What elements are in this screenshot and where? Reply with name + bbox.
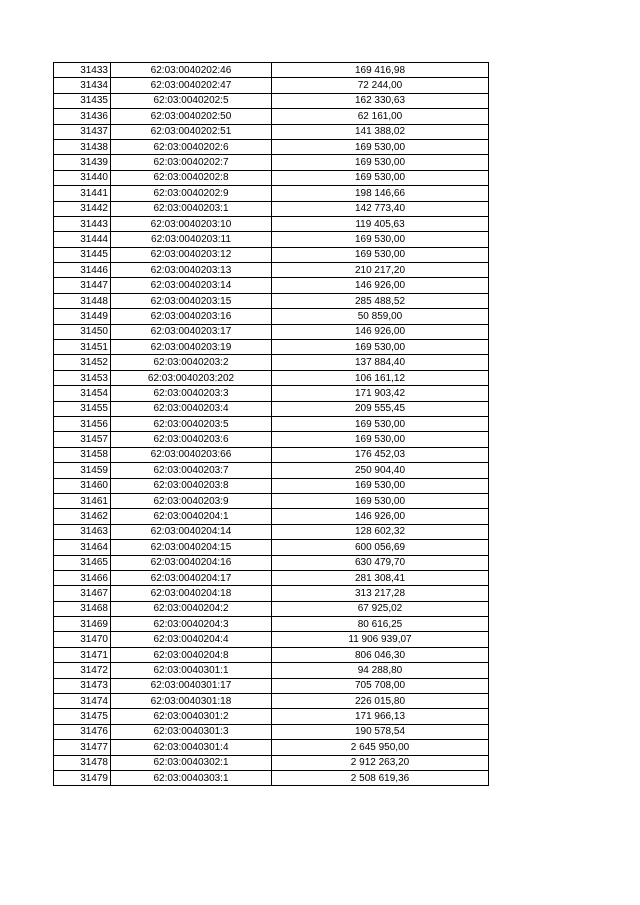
table-row [54,724,489,739]
row-number-cell: 31477 [54,740,111,755]
table-row [54,63,489,78]
row-number-cell: 31450 [54,324,111,339]
cadastral-value-cell: 80 616,25 [272,617,489,632]
cadastral-value-cell: 210 217,20 [272,263,489,278]
row-number-cell: 31439 [54,155,111,170]
cadastral-number-cell: 62:03:0040204:2 [111,601,272,616]
row-number-cell: 31474 [54,694,111,709]
cadastral-number-cell: 62:03:0040204:14 [111,524,272,539]
row-number-cell: 31446 [54,263,111,278]
cadastral-number-cell: 62:03:0040203:15 [111,293,272,308]
row-number-cell: 31443 [54,216,111,231]
row-number-cell: 31460 [54,478,111,493]
row-number-cell: 31468 [54,601,111,616]
cadastral-value-cell: 281 308,41 [272,570,489,585]
cadastral-value-cell: 313 217,28 [272,586,489,601]
cadastral-number-cell: 62:03:0040204:18 [111,586,272,601]
cadastral-number-cell: 62:03:0040302:1 [111,755,272,770]
cadastral-value-cell: 169 530,00 [272,155,489,170]
cadastral-number-cell: 62:03:0040203:6 [111,432,272,447]
table-row [54,478,489,493]
cadastral-value-cell: 806 046,30 [272,647,489,662]
table-row [54,663,489,678]
cadastral-value-cell: 285 488,52 [272,293,489,308]
table-row [54,740,489,755]
cadastral-number-cell: 62:03:0040203:1 [111,201,272,216]
table-row [54,278,489,293]
cadastral-value-cell: 169 530,00 [272,493,489,508]
cadastral-value-cell: 171 966,13 [272,709,489,724]
table-row [54,586,489,601]
cadastral-value-cell: 169 530,00 [272,232,489,247]
cadastral-value-cell: 142 773,40 [272,201,489,216]
cadastral-number-cell: 62:03:0040204:4 [111,632,272,647]
cadastral-value-cell: 169 530,00 [272,139,489,154]
table-row [54,309,489,324]
cadastral-number-cell: 62:03:0040203:9 [111,493,272,508]
cadastral-number-cell: 62:03:0040202:6 [111,139,272,154]
cadastral-number-cell: 62:03:0040202:7 [111,155,272,170]
row-number-cell: 31442 [54,201,111,216]
row-number-cell: 31470 [54,632,111,647]
cadastral-value-cell: 94 288,80 [272,663,489,678]
row-number-cell: 31445 [54,247,111,262]
cadastral-value-cell: 705 708,00 [272,678,489,693]
cadastral-number-cell: 62:03:0040301:18 [111,694,272,709]
row-number-cell: 31435 [54,93,111,108]
cadastral-value-cell: 162 330,63 [272,93,489,108]
table-row [54,463,489,478]
row-number-cell: 31448 [54,293,111,308]
row-number-cell: 31441 [54,186,111,201]
cadastral-value-cell: 62 161,00 [272,109,489,124]
cadastral-value-cell: 169 530,00 [272,170,489,185]
row-number-cell: 31461 [54,493,111,508]
cadastral-value-cell: 176 452,03 [272,447,489,462]
row-number-cell: 31437 [54,124,111,139]
cadastral-number-cell: 62:03:0040203:5 [111,416,272,431]
row-number-cell: 31444 [54,232,111,247]
cadastral-number-cell: 62:03:0040203:13 [111,263,272,278]
cadastral-value-cell: 2 645 950,00 [272,740,489,755]
row-number-cell: 31433 [54,63,111,78]
row-number-cell: 31469 [54,617,111,632]
table-row [54,570,489,585]
table-row [54,186,489,201]
cadastral-value-cell: 171 903,42 [272,386,489,401]
table-row [54,447,489,462]
row-number-cell: 31447 [54,278,111,293]
row-number-cell: 31456 [54,416,111,431]
table-row [54,416,489,431]
row-number-cell: 31436 [54,109,111,124]
row-number-cell: 31465 [54,555,111,570]
row-number-cell: 31438 [54,139,111,154]
cadastral-number-cell: 62:03:0040303:1 [111,770,272,785]
cadastral-value-cell: 137 884,40 [272,355,489,370]
table-row [54,493,489,508]
row-number-cell: 31459 [54,463,111,478]
cadastral-value-cell: 141 388,02 [272,124,489,139]
cadastral-value-cell: 106 161,12 [272,370,489,385]
cadastral-value-cell: 169 530,00 [272,478,489,493]
cadastral-number-cell: 62:03:0040301:4 [111,740,272,755]
cadastral-value-cell: 50 859,00 [272,309,489,324]
cadastral-value-cell: 146 926,00 [272,278,489,293]
table-row [54,386,489,401]
table-row [54,216,489,231]
cadastral-number-cell: 62:03:0040203:17 [111,324,272,339]
cadastral-value-cell: 146 926,00 [272,324,489,339]
table-row [54,432,489,447]
cadastral-value-cell: 2 912 263,20 [272,755,489,770]
row-number-cell: 31463 [54,524,111,539]
table-row [54,709,489,724]
cadastral-value-cell: 128 602,32 [272,524,489,539]
table-row [54,678,489,693]
cadastral-number-cell: 62:03:0040202:5 [111,93,272,108]
cadastral-number-cell: 62:03:0040202:47 [111,78,272,93]
table-row [54,232,489,247]
table-row [54,340,489,355]
cadastral-number-cell: 62:03:0040203:19 [111,340,272,355]
table-row [54,263,489,278]
cadastral-number-cell: 62:03:0040203:202 [111,370,272,385]
table-row [54,401,489,416]
row-number-cell: 31454 [54,386,111,401]
cadastral-number-cell: 62:03:0040202:50 [111,109,272,124]
table-row [54,540,489,555]
table-row [54,370,489,385]
cadastral-value-cell: 250 904,40 [272,463,489,478]
cadastral-value-cell: 600 056,69 [272,540,489,555]
cadastral-number-cell: 62:03:0040301:3 [111,724,272,739]
cadastral-value-cell: 2 508 619,36 [272,770,489,785]
cadastral-number-cell: 62:03:0040203:16 [111,309,272,324]
row-number-cell: 31466 [54,570,111,585]
cadastral-number-cell: 62:03:0040301:2 [111,709,272,724]
table-row [54,324,489,339]
cadastral-number-cell: 62:03:0040203:2 [111,355,272,370]
cadastral-value-cell: 169 530,00 [272,432,489,447]
row-number-cell: 31457 [54,432,111,447]
cadastral-value-cell: 226 015,80 [272,694,489,709]
table-row [54,155,489,170]
row-number-cell: 31478 [54,755,111,770]
table-row [54,139,489,154]
cadastral-value-cell: 11 906 939,07 [272,632,489,647]
cadastral-number-cell: 62:03:0040203:8 [111,478,272,493]
cadastral-number-cell: 62:03:0040203:11 [111,232,272,247]
cadastral-value-cell: 209 555,45 [272,401,489,416]
cadastral-number-cell: 62:03:0040204:3 [111,617,272,632]
cadastral-value-cell: 67 925,02 [272,601,489,616]
cadastral-value-cell: 169 530,00 [272,416,489,431]
table-row [54,355,489,370]
row-number-cell: 31473 [54,678,111,693]
table-row [54,201,489,216]
table-row [54,509,489,524]
table-row [54,293,489,308]
table-row [54,93,489,108]
cadastral-number-cell: 62:03:0040204:17 [111,570,272,585]
table-row [54,247,489,262]
cadastral-number-cell: 62:03:0040204:1 [111,509,272,524]
table-row [54,124,489,139]
row-number-cell: 31462 [54,509,111,524]
row-number-cell: 31471 [54,647,111,662]
row-number-cell: 31475 [54,709,111,724]
table-row [54,617,489,632]
cadastral-number-cell: 62:03:0040204:16 [111,555,272,570]
cadastral-value-cell: 630 479,70 [272,555,489,570]
row-number-cell: 31472 [54,663,111,678]
row-number-cell: 31440 [54,170,111,185]
row-number-cell: 31449 [54,309,111,324]
table-row [54,555,489,570]
table-row [54,78,489,93]
row-number-cell: 31452 [54,355,111,370]
cadastral-number-cell: 62:03:0040301:17 [111,678,272,693]
row-number-cell: 31434 [54,78,111,93]
row-number-cell: 31453 [54,370,111,385]
cadastral-number-cell: 62:03:0040204:8 [111,647,272,662]
cadastral-number-cell: 62:03:0040301:1 [111,663,272,678]
cadastral-number-cell: 62:03:0040203:7 [111,463,272,478]
row-number-cell: 31479 [54,770,111,785]
cadastral-value-cell: 198 146,66 [272,186,489,201]
table-row [54,632,489,647]
table-row [54,524,489,539]
cadastral-number-cell: 62:03:0040203:12 [111,247,272,262]
table-row [54,601,489,616]
row-number-cell: 31464 [54,540,111,555]
cadastral-value-cell: 169 530,00 [272,247,489,262]
cadastral-number-cell: 62:03:0040202:8 [111,170,272,185]
cadastral-number-cell: 62:03:0040202:9 [111,186,272,201]
cadastral-number-cell: 62:03:0040203:66 [111,447,272,462]
cadastral-number-cell: 62:03:0040202:46 [111,63,272,78]
row-number-cell: 31455 [54,401,111,416]
cadastral-number-cell: 62:03:0040204:15 [111,540,272,555]
cadastral-number-cell: 62:03:0040202:51 [111,124,272,139]
row-number-cell: 31476 [54,724,111,739]
cadastral-value-cell: 169 530,00 [272,340,489,355]
cadastral-number-cell: 62:03:0040203:10 [111,216,272,231]
row-number-cell: 31458 [54,447,111,462]
cadastral-number-cell: 62:03:0040203:14 [111,278,272,293]
cadastral-value-cell: 72 244,00 [272,78,489,93]
table-row [54,755,489,770]
cadastral-value-cell: 190 578,54 [272,724,489,739]
cadastral-number-cell: 62:03:0040203:4 [111,401,272,416]
table-row [54,170,489,185]
row-number-cell: 31467 [54,586,111,601]
cadastral-number-cell: 62:03:0040203:3 [111,386,272,401]
cadastral-value-cell: 119 405,63 [272,216,489,231]
table-row [54,647,489,662]
cadastral-value-cell: 169 416,98 [272,63,489,78]
table-row [54,694,489,709]
cadastral-value-cell: 146 926,00 [272,509,489,524]
table-row [54,109,489,124]
cadastral-value-table [53,62,489,786]
row-number-cell: 31451 [54,340,111,355]
table-body [54,63,489,786]
table-row [54,770,489,785]
